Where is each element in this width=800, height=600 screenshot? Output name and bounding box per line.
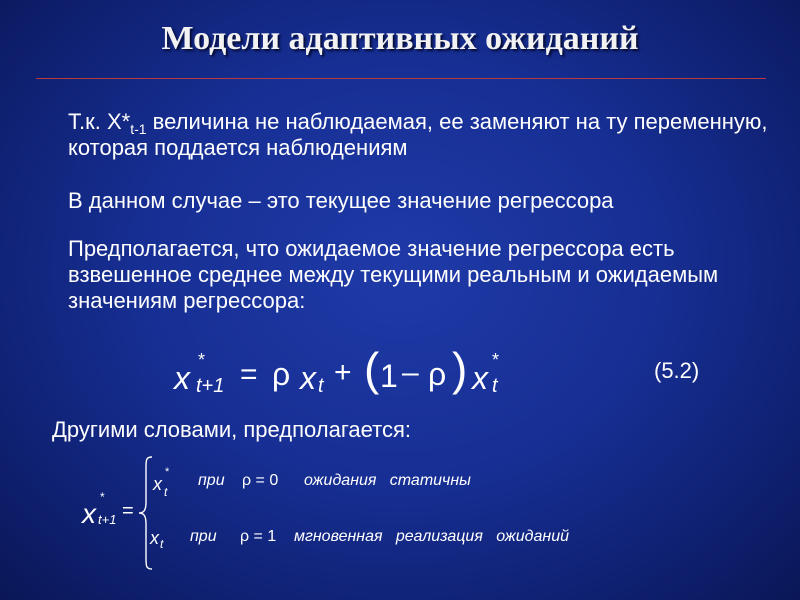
formula-lhs-star: * bbox=[198, 350, 206, 370]
case1-subscript: t bbox=[164, 485, 168, 499]
paragraph-3: Предполагается, что ожидаемое значение регрессора есть взвешенное среднее между текущими реальным и ожидаемым значениям регрессора: bbox=[68, 236, 719, 313]
case2-subscript: t bbox=[160, 537, 164, 551]
formula-right-paren: ) bbox=[452, 343, 468, 395]
case1-condition: ρ = 0 bbox=[242, 472, 279, 489]
case1-text: ожидания статичны bbox=[304, 472, 471, 489]
formula-left-paren: ( bbox=[364, 343, 380, 395]
piecewise-lhs-x: x bbox=[82, 498, 96, 529]
equation-number: (5.2) bbox=[654, 358, 700, 383]
formula-lhs-x: x bbox=[174, 360, 190, 396]
case2-x: x bbox=[150, 528, 159, 548]
piecewise-lhs-star: * bbox=[100, 490, 105, 504]
formula-rhs-x: x bbox=[472, 360, 488, 396]
piecewise-lhs-subscript: t+1 bbox=[98, 512, 117, 527]
case2-pri: при bbox=[190, 528, 217, 545]
case2-text: мгновенная реализация ожиданий bbox=[294, 528, 569, 545]
title-divider bbox=[36, 78, 766, 79]
formula-rhs-subscript: t bbox=[492, 375, 498, 397]
slide-title: Модели адаптивных ожиданий bbox=[161, 20, 639, 57]
piecewise-equals: = bbox=[122, 500, 134, 522]
formula-rhs-star: * bbox=[492, 350, 500, 370]
formula-one: 1 bbox=[380, 358, 398, 394]
formula-plus: + bbox=[334, 356, 352, 389]
formula-minus: – bbox=[402, 356, 419, 389]
formula-rho-1: ρ bbox=[272, 356, 291, 392]
case1-x: x bbox=[153, 474, 162, 494]
para1-subscript: t-1 bbox=[130, 121, 147, 137]
para1-rest: величина не наблюдаемая, ее заменяют на ту переменную, которая поддается наблюдениям bbox=[68, 109, 768, 160]
case1-star: * bbox=[165, 466, 170, 478]
formula-rho-2: ρ bbox=[428, 356, 447, 392]
case1-pri: при bbox=[198, 472, 225, 489]
paragraph-4: Другими словами, предполагается: bbox=[52, 417, 411, 442]
formula-equals: = bbox=[240, 358, 258, 391]
paragraph-1 bbox=[68, 109, 778, 161]
paragraph-2: В данном случае – это текущее значение регрессора bbox=[68, 188, 614, 213]
formula-x-t: x bbox=[300, 360, 316, 396]
formula-lhs-subscript: t+1 bbox=[196, 375, 225, 397]
left-brace-icon bbox=[138, 456, 154, 570]
formula-x-t-subscript: t bbox=[318, 375, 324, 397]
case2-condition: ρ = 1 bbox=[240, 528, 277, 545]
para1-start: Т.к. X* bbox=[68, 109, 131, 134]
